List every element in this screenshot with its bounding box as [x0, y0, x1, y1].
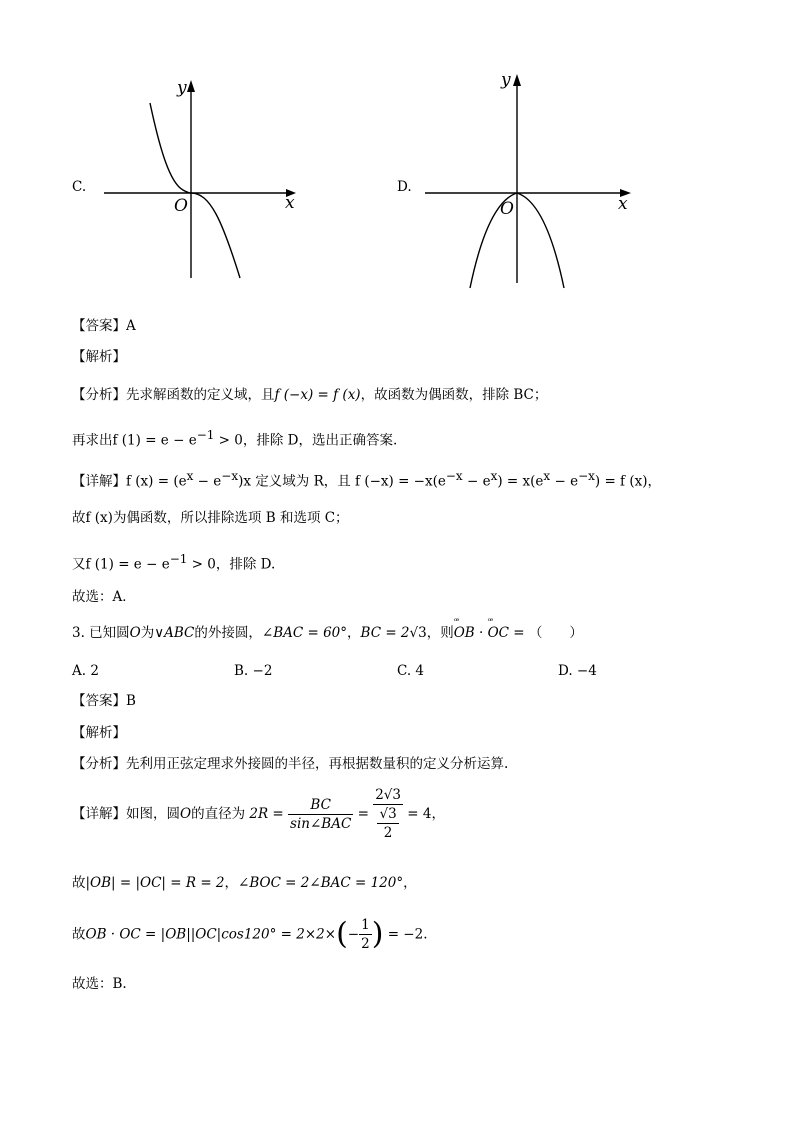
text: 3. 已知圆 [72, 625, 130, 641]
x-label-c: x [285, 193, 295, 213]
text: 故 [72, 875, 86, 891]
math: √3 [409, 625, 427, 641]
text: 先利用正弦定理求外接圆的半径，再根据数量积的定义分析运算. [126, 756, 509, 772]
y-label-c: y [177, 78, 187, 98]
right-paren: ) [371, 916, 384, 952]
math: − e [462, 473, 491, 490]
math-sup: −x [221, 469, 239, 483]
math: > 0 [214, 432, 243, 449]
detail-tag: 【详解】 [72, 473, 126, 490]
q3-stem [72, 617, 583, 642]
vector-mark: ꟹ [487, 617, 494, 627]
math-sup: −x [578, 469, 595, 483]
math: = −2. [383, 926, 428, 943]
q3-option-c: C. 4 [397, 663, 425, 679]
text: 故 [72, 510, 86, 526]
fraction-numerator: √3 [379, 806, 397, 822]
text: 的直径为 [191, 806, 246, 822]
origin-label-c: O [174, 196, 188, 216]
text: ， [403, 875, 417, 891]
text: ， [224, 875, 239, 891]
math: = [357, 806, 369, 822]
graph-d-svg [0, 0, 794, 300]
q3-detail-line2 [72, 874, 417, 892]
fraction-denominator: sin∠BAC [290, 815, 352, 832]
math: · [474, 625, 488, 641]
fraction-numerator: BC [288, 796, 353, 815]
text: 的外接圆， [194, 625, 262, 641]
math-sup: x [186, 469, 194, 483]
text: ， [647, 473, 661, 490]
text: 故 [72, 926, 86, 943]
math: |OB| = |OC| = R = 2 [85, 875, 225, 891]
q3-detail-line3 [72, 916, 428, 953]
text: ，排除 D，选出正确答案. [242, 432, 398, 449]
origin-label-d: O [500, 199, 514, 219]
q3-detail-line1 [72, 786, 445, 842]
math-sup: x [490, 469, 498, 483]
q3-option-d: D. −4 [558, 663, 597, 679]
text: 再求出 [72, 432, 113, 449]
q2-choose: 故选：A． [72, 589, 136, 605]
option-label-c: C. [72, 179, 87, 195]
math: ) = f (x) [594, 473, 648, 490]
left-paren: ( [336, 916, 348, 952]
y-axis-arrow [513, 74, 521, 86]
text: 先求解函数的定义域，且 [126, 387, 275, 403]
math: OB · OC = |OB||OC|cos120° = 2×2× [85, 926, 337, 943]
math: ∠BOC = 2∠BAC = 120° [238, 875, 404, 891]
vector-ob [453, 617, 475, 642]
math: f (x) = (e [126, 473, 187, 490]
math: ) = x(e [497, 473, 544, 490]
text: ，则 [426, 625, 454, 641]
math: f (1) = e − e [85, 556, 170, 573]
y-label-d: y [501, 70, 511, 90]
q3-answer [72, 692, 136, 710]
text: ， [347, 625, 361, 641]
fraction-numerator: 1 [361, 917, 370, 933]
q2-detail-line2 [72, 509, 349, 527]
q3-option-a: A. 2 [72, 663, 99, 679]
fenxi-tag: 【分析】 [72, 387, 126, 403]
math-sup: −1 [169, 552, 188, 566]
option-label-d: D. [397, 179, 412, 195]
math-sup: −x [445, 469, 463, 483]
math: )x [238, 473, 251, 490]
q2-answer [72, 317, 136, 335]
q2-detail-line1 [72, 467, 661, 491]
text: = （ ） [509, 625, 583, 641]
math: = 4 [407, 806, 432, 822]
fenxi-tag: 【分析】 [72, 756, 126, 772]
q3-analysis-tag: 【解析】 [72, 725, 126, 741]
fraction-bc-over-sin [288, 796, 353, 833]
math: f (−x) = −x(e [355, 473, 446, 490]
math: OB [453, 625, 475, 641]
answer-tag: 【答案】 [72, 318, 126, 334]
fraction-denominator: 2 [361, 936, 370, 952]
q2-fenxi-line2 [72, 426, 397, 450]
answer-tag: 【答案】 [72, 693, 126, 709]
math: > 0 [187, 556, 216, 573]
inner-fraction [377, 805, 398, 842]
fraction-denominator: 2 [383, 825, 393, 841]
q2-fenxi-line1 [72, 386, 547, 404]
text: ， [431, 806, 445, 822]
math: 2R = [249, 806, 284, 822]
vector-oc [487, 617, 509, 642]
text: 为 [140, 625, 155, 641]
answer-value: A [126, 318, 136, 334]
math: O [180, 806, 192, 822]
text: ，故函数为偶函数，排除 BC； [360, 387, 548, 403]
fraction-numerator: 2√3 [375, 787, 401, 803]
text: 定义域为 R，且 [250, 473, 356, 490]
text: ，排除 D. [215, 556, 276, 573]
answer-value: B [126, 693, 136, 709]
fraction-denominator [373, 805, 403, 842]
q2-analysis-tag: 【解析】 [72, 349, 126, 365]
math-sup: x [543, 469, 551, 483]
math-sup: −1 [196, 428, 215, 442]
math: BC = 2 [360, 625, 410, 641]
q3-choose: 故选：B. [72, 976, 127, 992]
x-label-d: x [618, 194, 628, 214]
detail-tag: 【详解】 [72, 806, 126, 822]
math: ∠BAC = 60° [261, 625, 348, 641]
math: − [347, 926, 360, 943]
math: ∨ABC [154, 625, 195, 641]
q3-fenxi [72, 755, 508, 773]
text: 如图，圆 [126, 806, 180, 822]
q2-detail-line3 [72, 550, 275, 574]
math: f (x) [85, 510, 113, 526]
text: 为偶函数，所以排除选项 B 和选项 C； [112, 510, 349, 526]
math: − e [193, 473, 222, 490]
math: − e [550, 473, 579, 490]
q3-option-b: B. −2 [234, 663, 273, 679]
math: O [129, 625, 141, 641]
vector-mark: ꟹ [453, 617, 460, 627]
text: 又 [72, 556, 86, 573]
math: f (1) = e − e [112, 432, 197, 449]
fraction-half [359, 916, 372, 953]
fraction-complex [373, 786, 403, 842]
math: OC [487, 625, 509, 641]
math: f (−x) = f (x) [274, 387, 361, 403]
